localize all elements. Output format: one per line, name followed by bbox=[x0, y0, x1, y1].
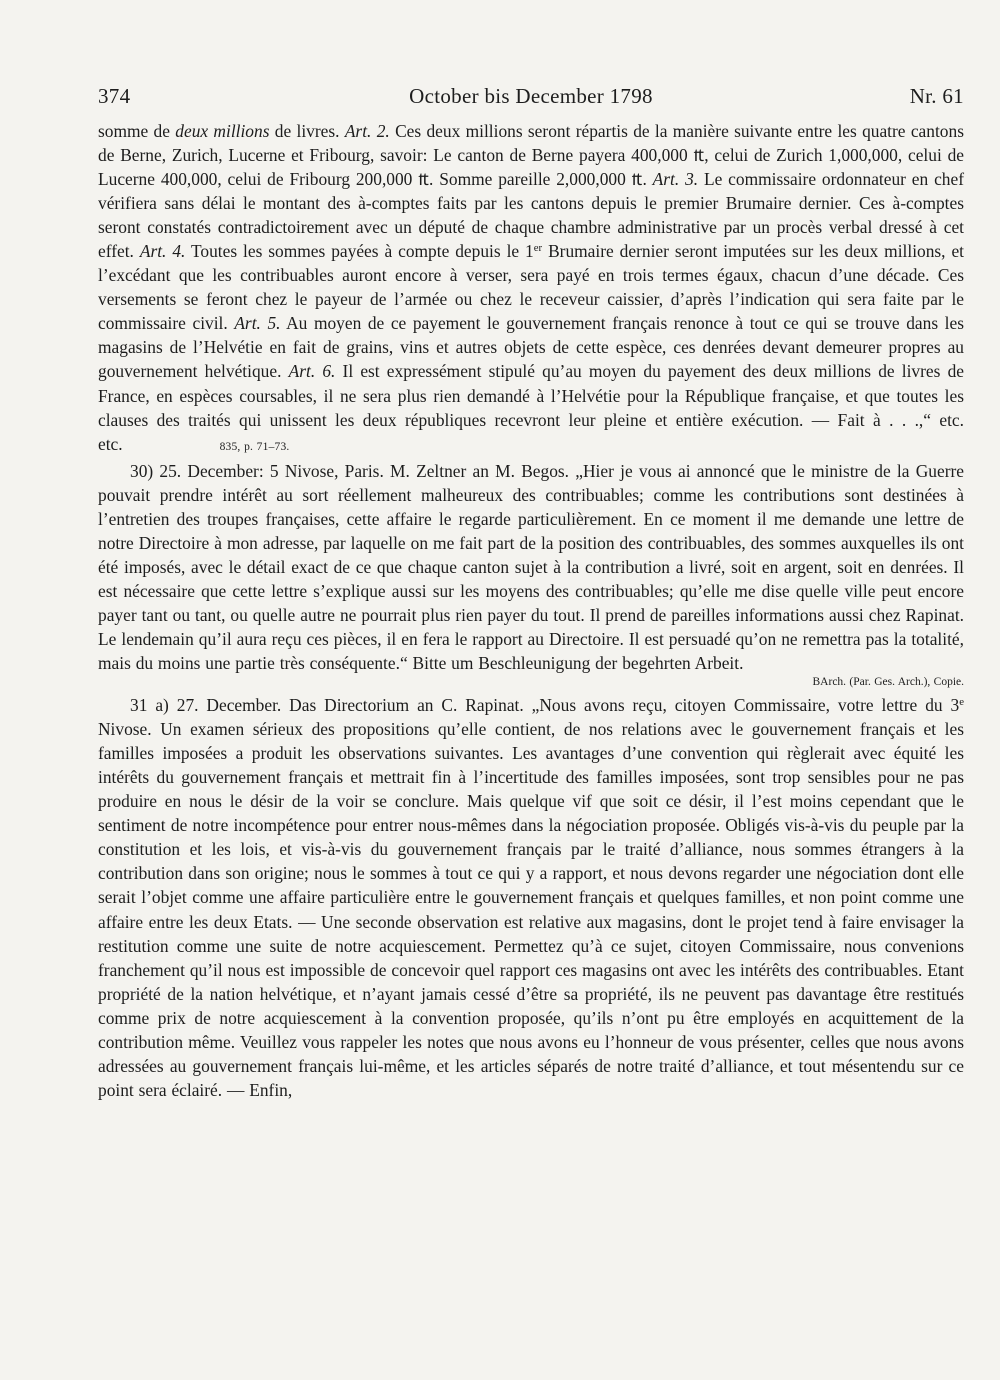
emphasis: deux millions bbox=[175, 121, 270, 141]
text-run: Il est expressément stipulé qu’au moyen du payement des deux millions de livres de France, en espèces coursables, il ne sera plus rien demandé à l’Helvétie pour la République française, et que toutes les clauses des traités qui unissent les deux républiques recevront leur pleine et entière exécution. — Fait à . . .,“ etc. etc. bbox=[98, 361, 964, 454]
text-run: 31 a) 27. December. Das Directorium an C. Rapinat. „Nous avons reçu, citoyen Commissaire, votre lettre du 3 bbox=[130, 695, 960, 716]
article-label: Art. 5. bbox=[234, 313, 281, 334]
page-number: 374 bbox=[98, 84, 131, 108]
paragraph-decree-articles bbox=[98, 119, 964, 459]
text-run: Au moyen de ce payement le gouvernement français renonce à tout ce qui se trouve dans les magasins de l’Helvétie en fait de grains, vins et autres objets de cette espèce, ces denrées devant demeurer propres au gouvernement helvétique. bbox=[98, 313, 964, 382]
source-citation: 835, p. 71–73. bbox=[219, 440, 290, 453]
article-label: Art. 6. bbox=[288, 361, 336, 382]
superscript: er bbox=[533, 242, 543, 255]
text-run: de livres. bbox=[269, 121, 345, 141]
text-run: Nivose. Un examen sérieux des propositions qu’elle contient, de nos relations avec le gouvernement français et les familles imposées a produit les observations suivantes. Les avantages d’une convention qui règlerait avec équité les intérêts du gouvernement français et mettrait fin à l’incertitude des familles imposées, sont trop sensibles pour ne pas produire en nous le désir de la voir se conclure. Mais quelque vif que soit ce désir, il l’est moins cependant que le sentiment de notre incompétence pour entrer nous-mêmes dans la négociation proposée. Obligés vis-à-vis du peuple par la constitution et les lois, et vis-à-vis du gouvernement français par le traité d’alliance, nous sommes étrangers à la contribution dans son origine; nous le sommes à tout ce qui y a rapport, et nous devons regarder une négociation dont elle serait l’objet comme une affaire particulière entre le gouvernement français et quelques familles, et non point comme une affaire entre les deux Etats. — Une seconde observation est relative aux magasins, dont le projet tend à faire envisager la restitution comme une suite de notre acquiescement. Permettez qu’à ce sujet, citoyen Commissaire, nous convenions franchement qu’il nous est impossible de concevoir quel rapport ces magasins ont avec les intérêts des contribuables. Etant propriété de la nation helvétique, et n’ayant jamais cessé d’être sa propriété, ils ne peuvent pas davantage être restitués comme prix de notre acquiescement à la convention proposée, qu’ils n’ont pu être employés en acquittement de la contribution même. Veuillez vous rappeler les notes que nous avons eu l’honneur de vous présenter, celles que nous avons adressées au gouvernement français lui-même, et les articles séparés de notre traité d’alliance, et tout mésentendu sur ce point sera éclairé. — Enfin, bbox=[98, 719, 964, 1100]
paragraph-entry-30: 30) 25. December: 5 Nivose, Paris. M. Zeltner an M. Begos. „Hier je vous ai annoncé que le ministre de la Guerre pouvait prendre intérêt au sort réellement malheureux des contribuables; comme les contributions sont destinées à l’entretien des troupes françaises, cette affaire le regarde particulièrement. En ce moment il me demande une lettre de notre Directoire à mon adresse, par laquelle on me fait part de la position des contribuables, des sommes auxquelles ils ont été imposés, avec le détail exact de ce que chaque canton sujet à la contribution a livré, soit en argent, soit en denrées. Il est nécessaire que cette lettre s’explique aussi sur les moyens des contribuables; qu’elle me dise quelle ville peut encore payer tant ou tant, ou quelle autre ne pourrait plus rien payer du tout. Il prend de pareilles informations aussi chez Rapinat. Le lendemain qu’il aura reçu ces pièces, il en fera le rapport au Directoire. Il est persuadé qu’on ne remettra pas la totalité, mais du moins une partie très conséquente.“ Bitte um Beschleunigung der begehrten Arbeit. bbox=[98, 460, 964, 674]
superscript: e bbox=[959, 696, 964, 709]
article-label: Art. 3. bbox=[652, 169, 699, 190]
source-citation: BArch. (Par. Ges. Arch.), Copie. bbox=[812, 676, 964, 689]
text-run: Le commissaire ordonnateur en chef vérifiera sans délai le montant des à-comptes faits par les cantons depuis le premier Brumaire dernier. Ces à-comptes seront constatés contradictoirement avec un député de chaque chambre administrative par un procès verbal dressé à cet effet. bbox=[98, 169, 964, 262]
text-run: Brumaire dernier seront imputées sur les deux millions, et l’excédant que les contribuables auront encore à verser, sera payé en trois termes égaux, chacun d’une décade. Ces versements se feront chez le payeur de l’armée ou chez le receveur caissier, d’après l’indication qui sera faite par le commissaire civil. bbox=[98, 241, 965, 334]
text-run: Ces deux millions seront répartis de la manière suivante entre les quatre cantons de Berne, Zurich, Lucerne et Fribourg, savoir: Le canton de Berne payera 400,000 ₶, celui de Zurich 1,000,000, celui de Lucerne 400,000, celui de Fribourg 200,000 ₶. Somme pareille 2,000,000 ₶. bbox=[98, 121, 964, 190]
article-label: Art. 2. bbox=[344, 121, 390, 141]
article-label: Art. 4. bbox=[139, 241, 186, 262]
text-run: Toutes les sommes payées à compte depuis le 1 bbox=[185, 241, 534, 262]
paragraph-entry-31a bbox=[98, 693, 964, 1102]
running-title: October bis December 1798 bbox=[409, 84, 653, 108]
body-text bbox=[98, 119, 964, 1102]
running-header bbox=[98, 84, 964, 109]
text-run: somme de bbox=[98, 121, 176, 141]
document-number: Nr. 61 bbox=[909, 84, 964, 108]
